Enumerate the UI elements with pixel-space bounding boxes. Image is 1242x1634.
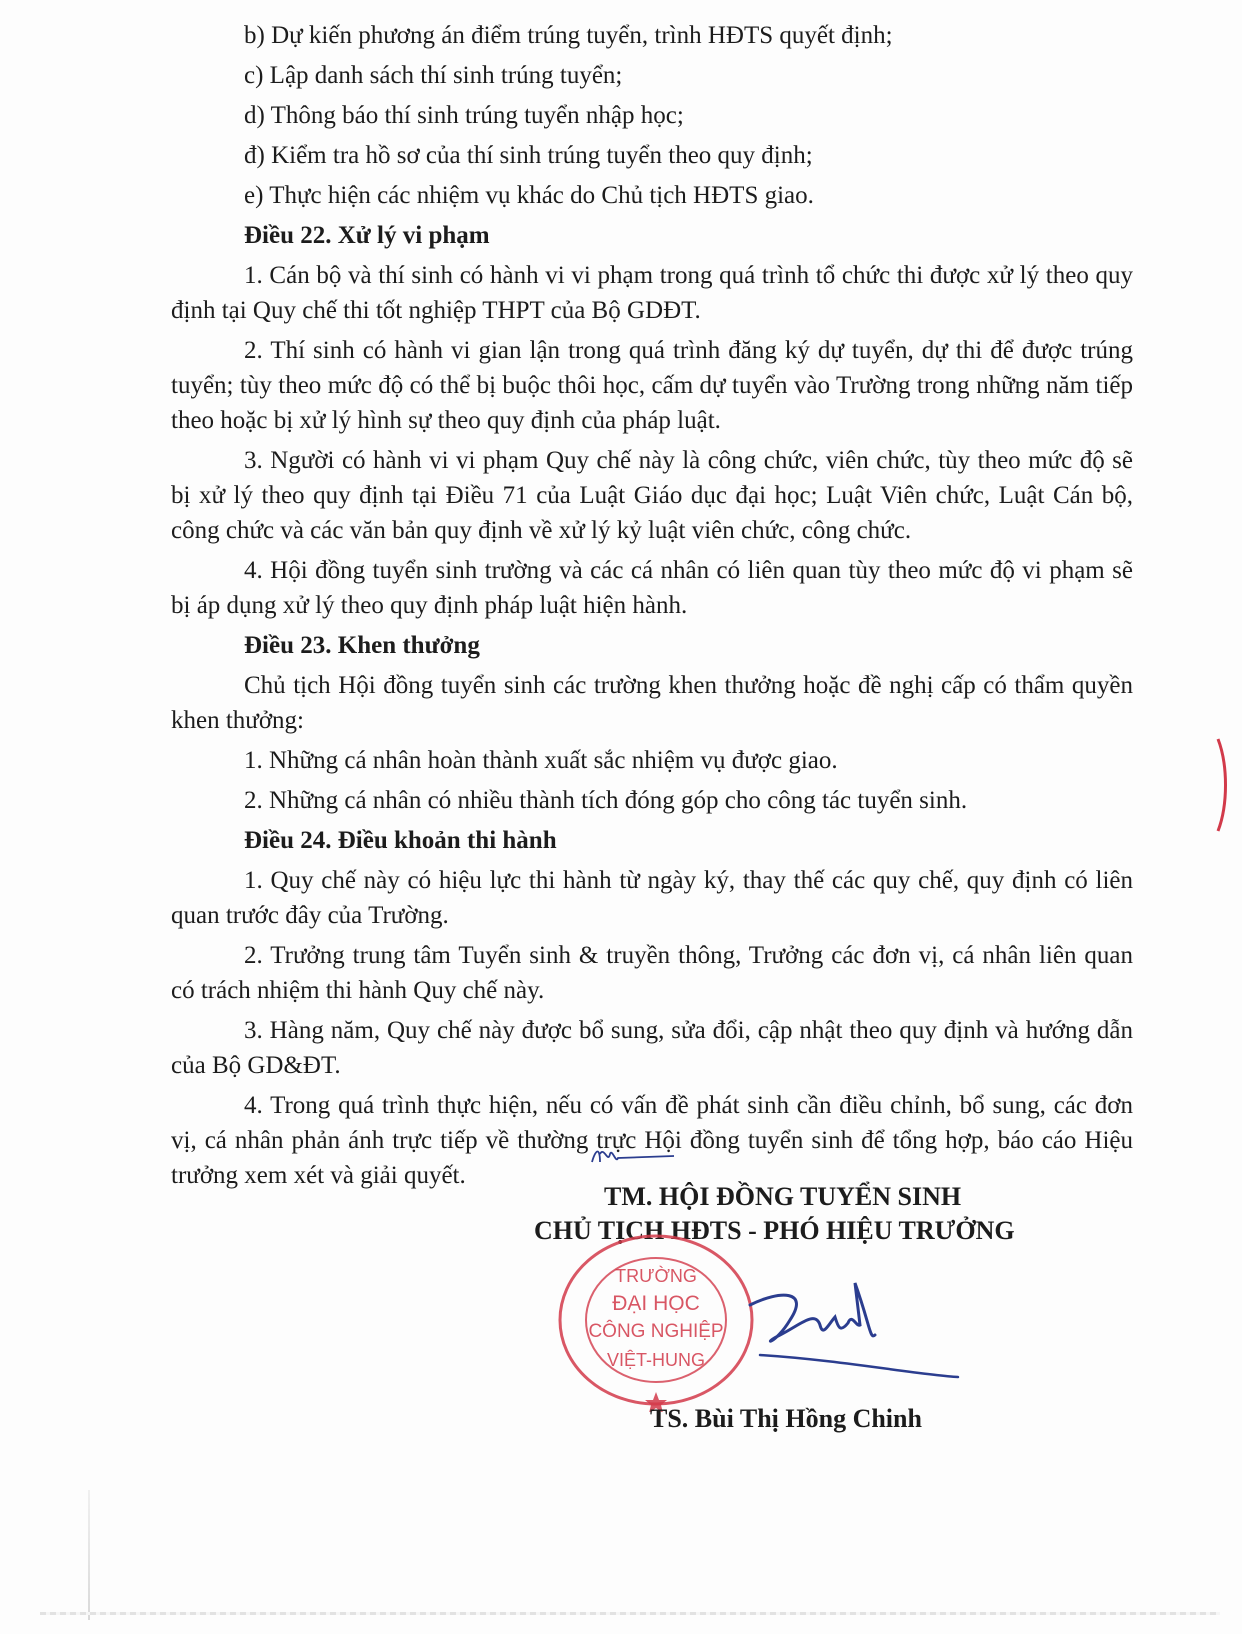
dieu22-paragraph-2: 2. Thí sinh có hành vi gian lận trong quá trình đăng ký dự tuyển, dự thi để được trúng tuyển; tùy theo mức độ có thể bị buộc thôi học, cấm dự tuyển vào Trường trong những năm tiếp theo hoặc bị xử lý hình sự theo quy định của pháp luật. bbox=[171, 337, 1133, 434]
stamp-line-4: VIỆT-HUNG bbox=[606, 1350, 705, 1370]
dieu22-paragraph-1: 1. Cán bộ và thí sinh có hành vi vi phạm trong quá trình tổ chức thi được xử lý theo quy định tại Quy chế thi tốt nghiệp THPT của Bộ GDĐT. bbox=[171, 262, 1133, 324]
heading-dieu-24: Điều 24. Điều khoản thi hành bbox=[244, 827, 557, 854]
list-item-dd: đ) Kiểm tra hồ sơ của thí sinh trúng tuyển theo quy định; bbox=[244, 142, 813, 169]
scan-edge-left bbox=[88, 1490, 90, 1620]
margin-mark bbox=[1212, 735, 1232, 835]
list-item-e: e) Thực hiện các nhiệm vụ khác do Chủ tịch HĐTS giao. bbox=[244, 182, 814, 209]
handwritten-signature bbox=[720, 1265, 990, 1395]
dieu24-paragraph-3: 3. Hàng năm, Quy chế này được bổ sung, sửa đổi, cập nhật theo quy định và hướng dẫn của Bộ GD&ĐT. bbox=[171, 1017, 1133, 1079]
signature-title-line-1: TM. HỘI ĐỒNG TUYỂN SINH bbox=[604, 1182, 962, 1211]
dieu24-paragraph-1: 1. Quy chế này có hiệu lực thi hành từ ngày ký, thay thế các quy chế, quy định có liên quan trước đây của Trường. bbox=[171, 867, 1133, 929]
dieu22-paragraph-4: 4. Hội đồng tuyển sinh trường và các cá nhân có liên quan tùy theo mức độ vi phạm sẽ bị áp dụng xử lý theo quy định pháp luật hiện hành. bbox=[171, 557, 1133, 619]
initial-mark bbox=[588, 1140, 678, 1170]
dieu22-paragraph-3: 3. Người có hành vi vi phạm Quy chế này là công chức, viên chức, tùy theo mức độ sẽ bị xử lý theo quy định tại Điều 71 của Luật Giáo dục đại học; Luật Viên chức, Luật Cán bộ, công chức và các văn bản quy định về xử lý kỷ luật viên chức, công chức. bbox=[171, 447, 1133, 544]
stamp-line-1: TRƯỜNG bbox=[615, 1266, 697, 1286]
signature-title-line-2: CHỦ TỊCH HĐTS - PHÓ HIỆU TRƯỞNG bbox=[534, 1216, 1015, 1245]
signatory-name: TS. Bùi Thị Hồng Chinh bbox=[650, 1404, 922, 1433]
list-item-d: d) Thông báo thí sinh trúng tuyển nhập học; bbox=[244, 102, 684, 129]
heading-dieu-22: Điều 22. Xử lý vi phạm bbox=[244, 222, 490, 249]
scan-edge-bottom bbox=[40, 1612, 1220, 1615]
list-item-c: c) Lập danh sách thí sinh trúng tuyển; bbox=[244, 62, 623, 89]
stamp-line-3: CÔNG NGHIỆP bbox=[588, 1321, 724, 1342]
dieu24-paragraph-2: 2. Trưởng trung tâm Tuyển sinh & truyền thông, Trưởng các đơn vị, cá nhân liên quan có trách nhiệm thi hành Quy chế này. bbox=[171, 942, 1133, 1004]
list-item-b: b) Dự kiến phương án điểm trúng tuyển, trình HĐTS quyết định; bbox=[244, 22, 893, 49]
stamp-text bbox=[586, 1262, 726, 1374]
dieu23-item-2: 2. Những cá nhân có nhiều thành tích đóng góp cho công tác tuyển sinh. bbox=[244, 787, 968, 814]
stamp-line-2: ĐẠI HỌC bbox=[612, 1292, 700, 1315]
dieu24-paragraph-4: 4. Trong quá trình thực hiện, nếu có vấn đề phát sinh cần điều chỉnh, bổ sung, các đơn vị, cá nhân phản ánh trực tiếp về thường trực Hội đồng tuyển sinh để tổng hợp, báo cáo Hiệu trưởng xem xét và giải quyết. bbox=[171, 1092, 1133, 1189]
dieu23-item-1: 1. Những cá nhân hoàn thành xuất sắc nhiệm vụ được giao. bbox=[244, 747, 838, 774]
dieu23-intro: Chủ tịch Hội đồng tuyển sinh các trường khen thưởng hoặc đề nghị cấp có thẩm quyền khen thưởng: bbox=[171, 672, 1133, 734]
heading-dieu-23: Điều 23. Khen thưởng bbox=[244, 632, 480, 659]
document-body bbox=[171, 18, 1133, 1198]
